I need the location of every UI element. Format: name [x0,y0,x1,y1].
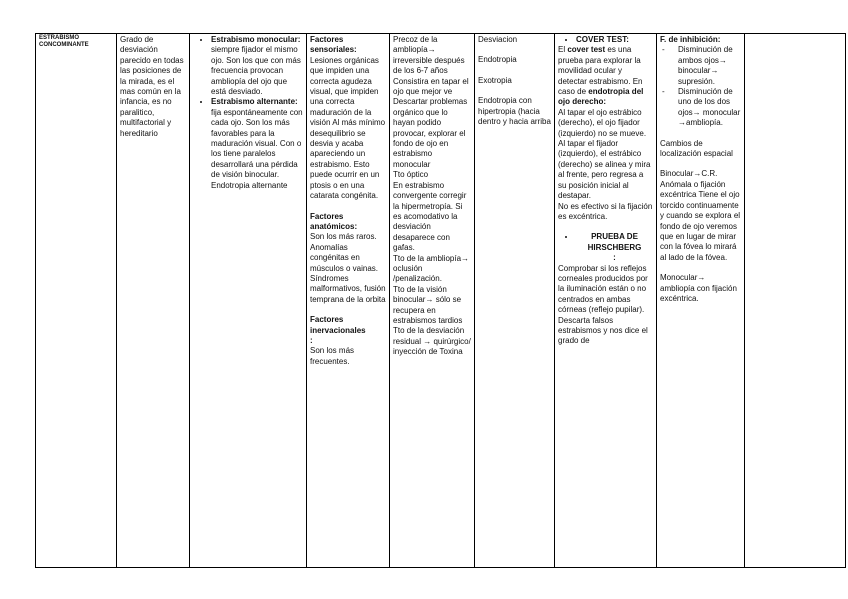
cover-test-line: Al tapar el fijador (izquierdo), el estrábico (derecho) se alinea y mira al frente, pero regresa a su posición inicial al destapar. [558,139,651,201]
inhibition-cell [657,34,745,568]
inhibition-para: Binocular→C.R. Anómala o fijación excéntrica Tiene el ojo torcido continuamente y cuando se explora el fondo de ojo veremos que en lugar de mirar con la fóvea lo mirará al lado de la fóvea. [660,169,741,262]
treatment-line: Tto de la desviación residual → quirúrgico/ inyección de Toxina [393,326,471,357]
title-cell [36,34,117,568]
type-monocular-name: Estrabismo monocular: [211,35,301,44]
type-alternante-name: Estrabismo alternante: [211,97,298,107]
cover-test-heading: • COVER TEST: [576,35,653,45]
treatment-cell [390,34,475,568]
inhibition-heading: F. de inhibición: [660,35,721,44]
types-list [193,35,303,191]
deviation-item: Endotropia con hipertropia (hacia dentro y hacia arriba [478,96,551,127]
inhibition-para: Monocular→ ambliopía con fijación excéntrica. [660,273,737,303]
cover-test-line: No es efectivo si la fijación es excéntrica. [558,201,653,221]
hirschberg-text: Comprobar si los reflejos corneales producidos por la iluminación están o no centrados en ambas córneas (reflejo pupilar). Descarta falsos estrabismos y nos dice el grado de [558,263,648,346]
inhibition-item: - Disminución de uno de los dos ojos→ monocular →ambliopía. [660,87,741,129]
factor-inervacional-heading: Factores inervacionales [310,315,366,335]
factor-anatomico-text: Son los más raros. Anomalías congénitas en músculos o vainas. Síndromes malformativos, fusión temprana de la orbita [310,232,386,304]
factors-cell [307,34,390,568]
inhibition-item: - Disminución de ambos ojos→ binocular→ supresión. [660,45,741,87]
type-monocular-text: siempre fijador el mismo ojo. Son los que con más frecuencia provocan ambliopía del ojo que está desviado. [211,45,301,97]
hirschberg-heading: • PRUEBA DE HIRSCHBERG : [576,232,653,263]
section-title: ESTRABISMO CONCOMINANTE [39,35,89,48]
treatment-line: Consistira en tapar el ojo que mejor ve [393,76,469,97]
treatment-line: Tto de la visión binocular→ sólo se recupera en estrabismos tardios [393,284,463,325]
definition-text: Grado de desviación parecido en todas las posiciones de la mirada, es el mas común en la infancia, es no paralitico, multifactorial y hereditario [120,35,184,138]
types-cell [190,34,307,568]
deviation-item: Desviacion [478,35,518,44]
factor-inervacional-colon: : [310,335,313,345]
empty-cell [745,34,846,568]
inhibition-list [660,45,741,128]
deviation-item: Exotropia [478,75,512,85]
type-alternante-text: fija espontáneamente con cada ojo. Son los más favorables para la maduración visual. Con o los tiene paralelos desarrollará una pérdida de visión binocular. Endotropia alternante [211,107,303,190]
treatment-line: Tto óptico [393,170,429,180]
cover-test-list [558,35,653,45]
notes-table [35,33,846,568]
factor-anatomico-heading: Factores anatómicos: [310,211,358,231]
treatment-line: Descartar problemas orgánico que lo hayan podido provocar, explorar el fondo de ojo en estrabismo monocular [393,97,468,169]
cover-test-intro: El cover test es una prueba para explorar la movilidad ocular y detectar estrabismo. En caso de endotropia del ojo derecho: [558,45,644,107]
tests-cell [555,34,657,568]
treatment-line: Precoz de la ambliopía→ irreversible después de los 6-7 años [393,35,465,76]
treatment-line: En estrabismo convergente corregir la hipermetropía. Si es acomodativo la desviación desaparece con gafas. [393,180,467,253]
deviation-item: Endotropia [478,55,517,65]
factor-sensorial-heading: Factores sensoriales: [310,35,357,55]
treatment-line: Tto de la ambliopía→ oclusión /penalización. [393,253,470,284]
factor-sensorial-text: Lesiones orgánicas que impiden una correcta agudeza visual, que impiden una correcta maduración de la visión Al más mínimo desequilibrio se desvia y acaba apareciendo un estrabismo. Esto puede ocurrir en un ptosis o en una catarata congénita. [310,55,386,201]
factor-inervacional-text: Son los más frecuentes. [310,346,355,366]
type-monocular [211,35,303,97]
hirschberg-list [558,232,653,263]
table-row [36,34,846,568]
inhibition-para: Cambios de localización espacial [660,138,733,159]
hirschberg-colon: : [613,253,616,263]
definition-cell [117,34,190,568]
deviations-cell [475,34,555,568]
cover-test-line: Al tapar el ojo estrábico (derecho), el ojo fijador (izquierdo) no se mueve. [558,107,647,138]
type-alternante [211,97,303,191]
